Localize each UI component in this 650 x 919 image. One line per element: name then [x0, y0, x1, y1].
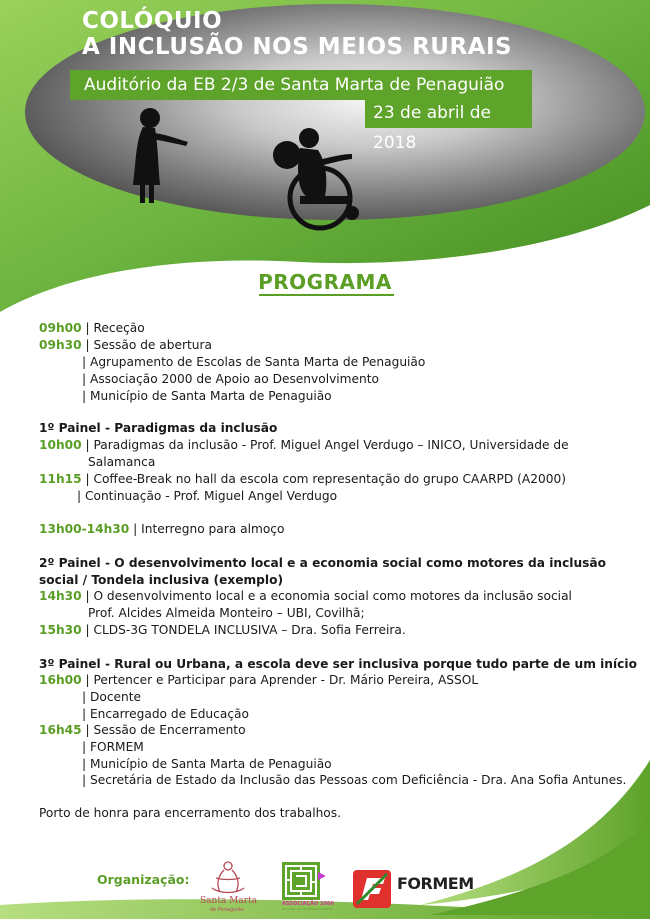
program-line: | Agrupamento de Escolas de Santa Marta de Penaguião	[82, 355, 426, 369]
program-line: | FORMEM	[82, 740, 144, 754]
panel-heading: social / Tondela inclusiva (exemplo)	[39, 573, 284, 587]
program-line: 11h15 | Coffee-Break no hall da escola com representação do grupo CAARPD (A2000)	[39, 472, 567, 486]
program-title-underline	[259, 294, 394, 296]
title-line-1: COLÓQUIO	[82, 8, 223, 34]
program-line: Salamanca	[88, 455, 156, 469]
program-line: Prof. Alcides Almeida Monteiro – UBI, Covilhã;	[88, 606, 365, 620]
program-line: | Continuação - Prof. Miguel Angel Verdugo	[77, 489, 338, 503]
program-line: | Município de Santa Marta de Penaguião	[82, 757, 332, 771]
santa-marta-emblem-icon	[198, 858, 258, 898]
program-line: | Município de Santa Marta de Penaguião	[82, 389, 332, 403]
panel-heading: 3º Painel - Rural ou Urbana, a escola deve ser inclusiva porque tudo parte de um início	[39, 657, 637, 671]
program-line: | Associação 2000 de Apoio ao Desenvolvimento	[82, 372, 380, 386]
program-line: 10h00 | Paradigmas da inclusão - Prof. Miguel Angel Verdugo – INICO, Universidade de	[39, 438, 569, 452]
program-line: | Secretária de Estado da Inclusão das Pessoas com Deficiência - Dra. Ana Sofia Antunes.	[82, 773, 627, 787]
santa-marta-logo	[198, 858, 258, 916]
associacao-2000-logo	[282, 862, 338, 914]
program-line: 09h00 | Receção	[39, 321, 145, 335]
panel-heading: 1º Painel - Paradigmas da inclusão	[39, 421, 278, 435]
organization-label: Organização:	[97, 872, 190, 887]
santa-marta-logo-text: Santa Marta	[200, 896, 258, 906]
date-banner: 23 de abril de 2018	[365, 98, 532, 128]
maze-icon	[282, 862, 326, 900]
associacao-logo-text: ASSOCIAÇÃO 2000	[282, 901, 334, 907]
program-line: 16h45 | Sessão de Encerramento	[39, 723, 246, 737]
program-title: PROGRAMA	[258, 270, 392, 294]
associacao-logo-subtext: DE APOIO AO DESENVOLVIMENTO	[282, 907, 333, 911]
venue-banner: Auditório da EB 2/3 de Santa Marta de Penaguião	[70, 70, 532, 100]
program-line: 09h30 | Sessão de abertura	[39, 338, 213, 352]
program-line: | Encarregado de Educação	[82, 707, 249, 721]
closing-line: Porto de honra para encerramento dos trabalhos.	[39, 806, 341, 820]
panel-heading: 2º Painel - O desenvolvimento local e a economia social como motores da inclusão	[39, 556, 607, 570]
program-line: 13h00-14h30 | Interregno para almoço	[39, 522, 285, 536]
program-line: 16h00 | Pertencer e Participar para Aprender - Dr. Mário Pereira, ASSOL	[39, 673, 479, 687]
santa-marta-logo-subtext: de Penaguião	[210, 907, 244, 913]
formem-logo	[353, 870, 474, 910]
program-line: | Docente	[82, 690, 142, 704]
title-line-2: A INCLUSÃO NOS MEIOS RURAIS	[82, 34, 513, 60]
program-line: 14h30 | O desenvolvimento local e a economia social como motores da inclusão social	[39, 589, 572, 603]
formem-logo-text: FORMEM	[397, 874, 474, 893]
program-line: 15h30 | CLDS-3G TONDELA INCLUSIVA – Dra. Sofia Ferreira.	[39, 623, 406, 637]
formem-f-icon	[353, 870, 391, 908]
